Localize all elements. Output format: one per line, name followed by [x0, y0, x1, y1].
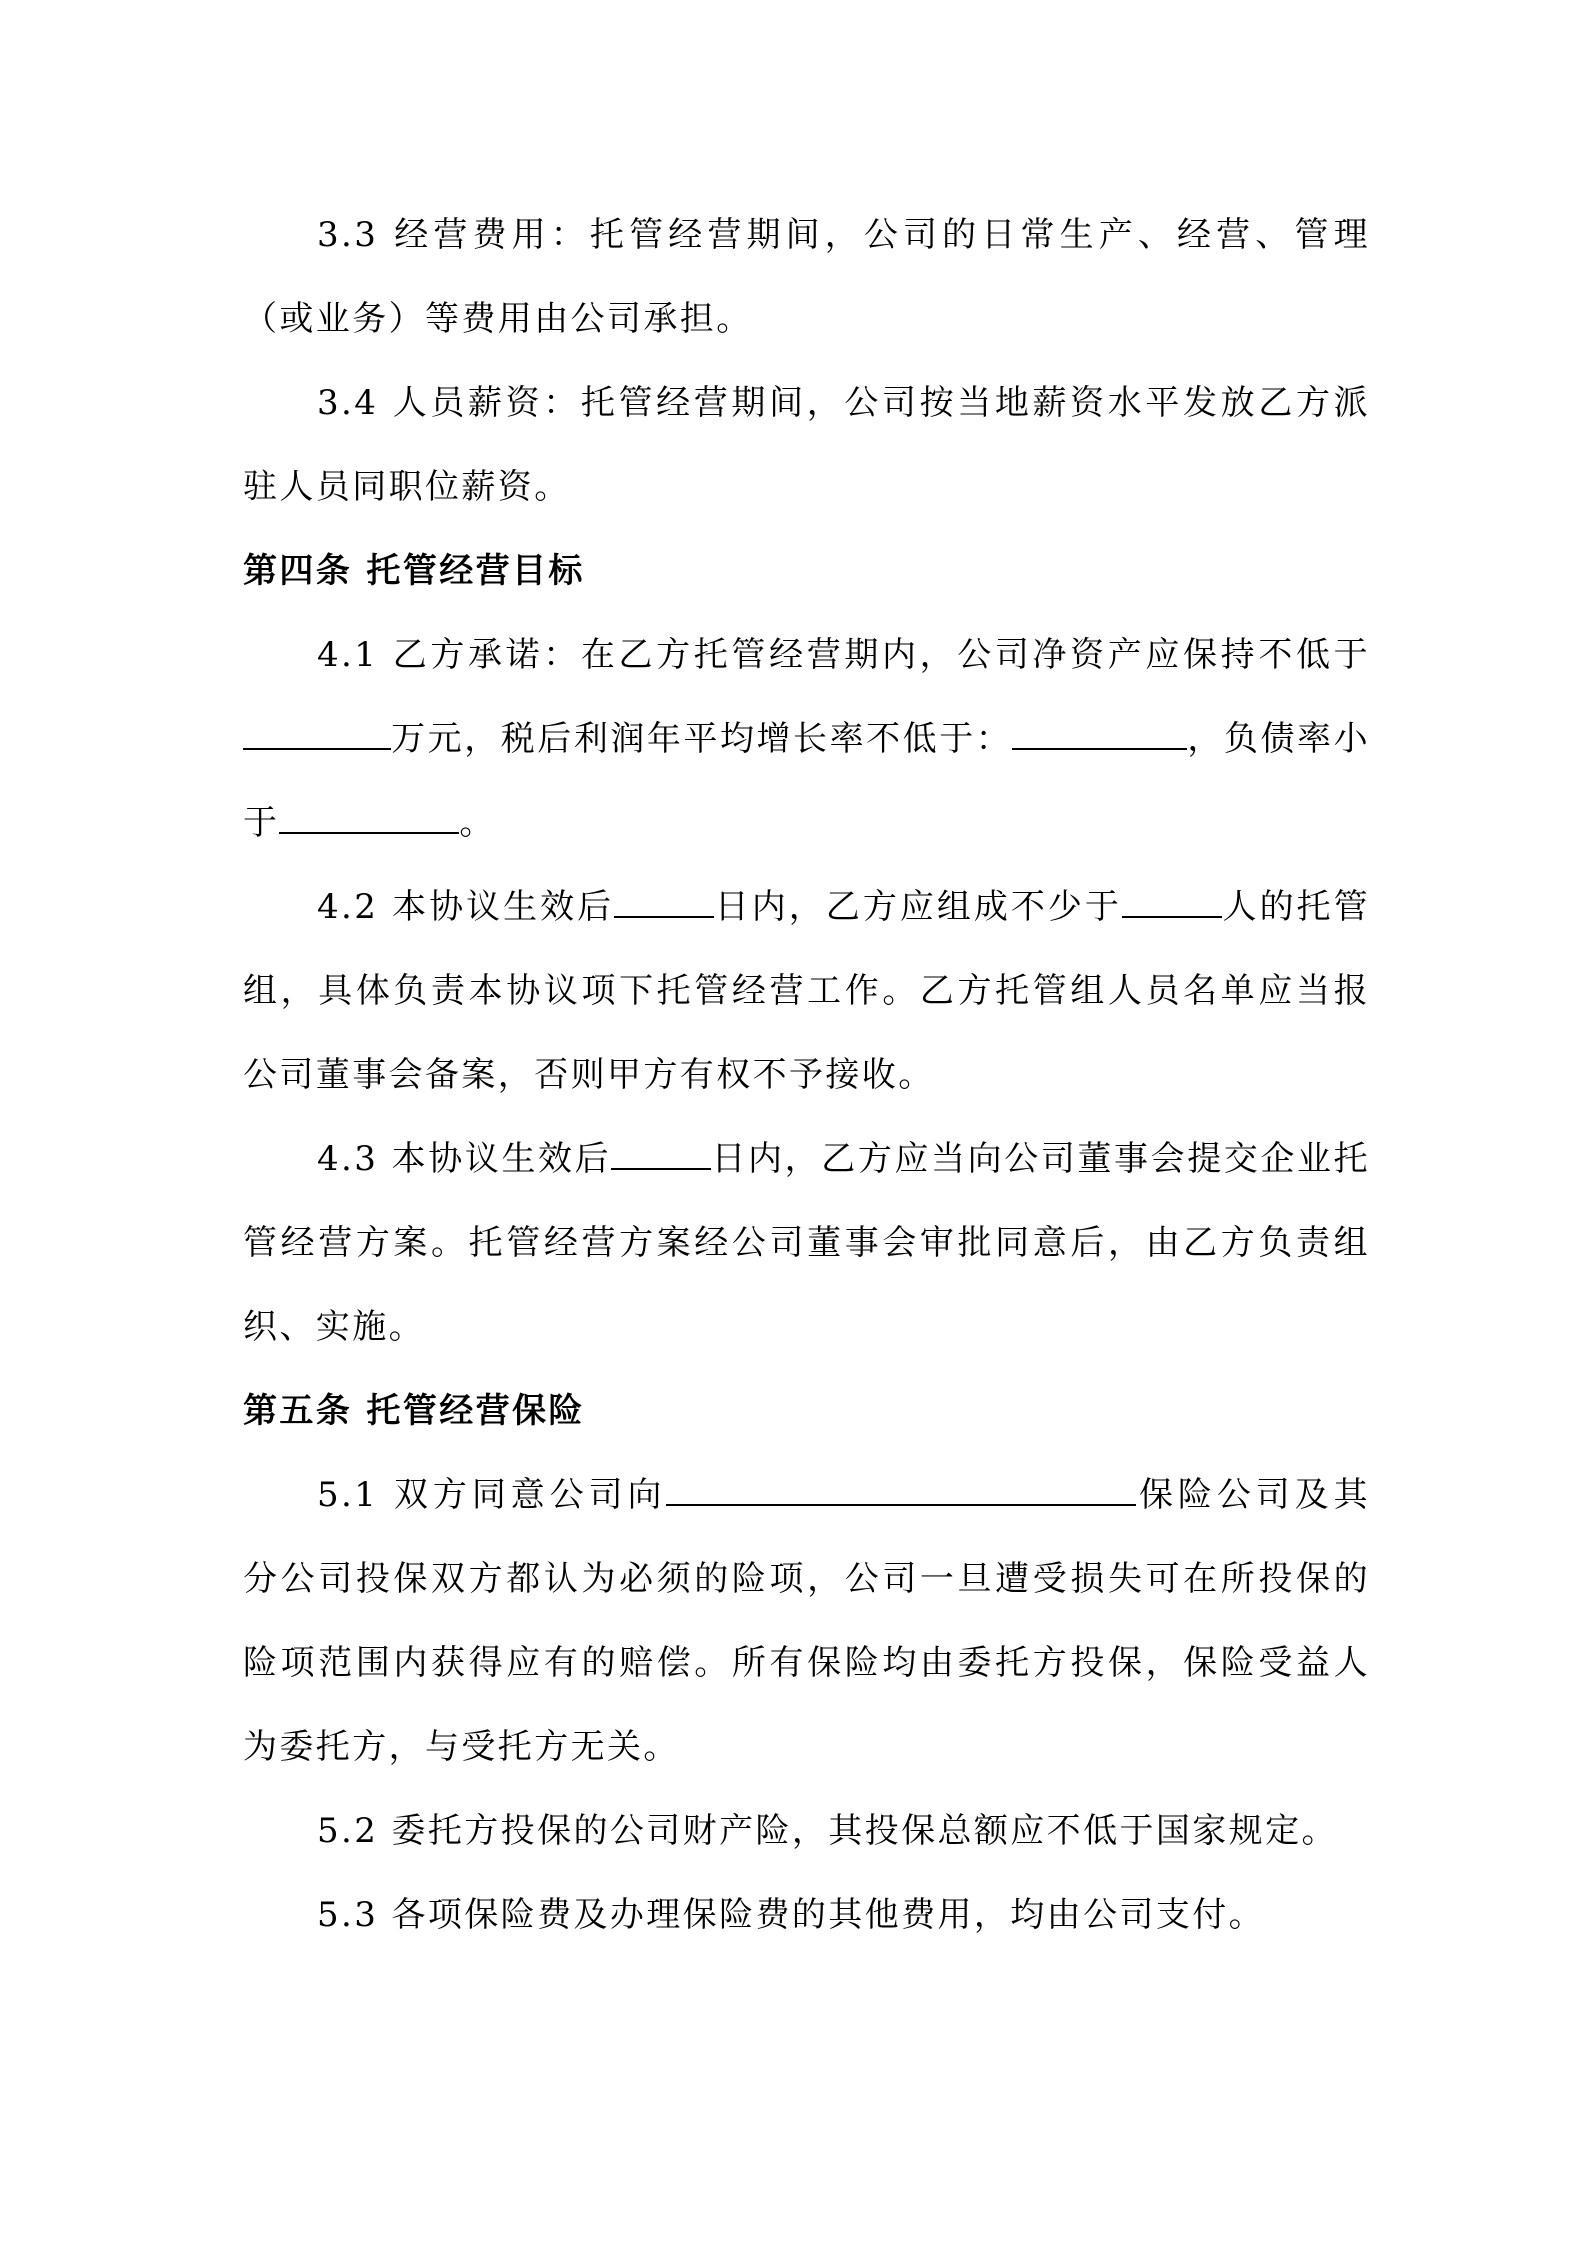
clause-5-3: 5.3 各项保险费及办理保险费的其他费用，均由公司支付。	[317, 1895, 1266, 1935]
net-assets-blank[interactable]	[243, 718, 391, 750]
clause-4-1	[243, 613, 1370, 865]
document-body	[243, 193, 1370, 1957]
article-4-heading: 第四条 托管经营目标	[243, 551, 585, 591]
clause-4-3-text-a: 4.3 本协议生效后	[317, 1139, 612, 1179]
clause-4-3-text-b: 日内，乙方应当向公司董事会提交企业托管经营方案。托管经营方案经公司董事会审批同意后，由乙方负责组织、实施。	[243, 1139, 1370, 1347]
profit-growth-blank[interactable]	[1012, 718, 1187, 750]
clause-4-1-text-d: 。	[459, 803, 496, 843]
clause-4-1-text-a: 4.1 乙方承诺：在乙方托管经营期内，公司净资产应保持不低于	[317, 635, 1370, 675]
clause-4-1-text-c: ，负债率小于	[243, 719, 1370, 843]
clause-5-1-text-a: 5.1 双方同意公司向	[317, 1475, 667, 1515]
article-5-heading: 第五条 托管经营保险	[243, 1391, 585, 1431]
clause-5-1	[243, 1453, 1370, 1789]
team-days-blank[interactable]	[614, 886, 714, 918]
clause-5-2: 5.2 委托方投保的公司财产险，其投保总额应不低于国家规定。	[317, 1811, 1338, 1851]
clause-3-4: 3.4 人员薪资：托管经营期间，公司按当地薪资水平发放乙方派驻人员同职位薪资。	[243, 383, 1370, 507]
clause-4-2-text-a: 4.2 本协议生效后	[317, 887, 615, 927]
clause-4-3	[243, 1117, 1370, 1369]
insurer-name-blank[interactable]	[666, 1474, 1136, 1506]
team-size-blank[interactable]	[1122, 886, 1222, 918]
clause-4-1-text-b: 万元，税后利润年平均增长率不低于：	[391, 719, 1013, 759]
clause-5-1-text-b: 保险公司及其分公司投保双方都认为必须的险项，公司一旦遭受损失可在所投保的险项范围内获得应有的赔偿。所有保险均由委托方投保，保险受益人为委托方，与受托方无关。	[243, 1475, 1371, 1767]
plan-days-blank[interactable]	[611, 1138, 711, 1170]
clause-3-3: 3.3 经营费用：托管经营期间，公司的日常生产、经营、管理（或业务）等费用由公司承担。	[243, 215, 1370, 339]
clause-4-2-text-b: 日内，乙方应组成不少于	[714, 887, 1122, 927]
debt-ratio-blank[interactable]	[279, 802, 459, 834]
clause-4-2	[243, 865, 1370, 1117]
clause-4-2-text-c: 人的托管组，具体负责本协议项下托管经营工作。乙方托管组人员名单应当报公司董事会备案，否则甲方有权不予接收。	[243, 887, 1370, 1095]
